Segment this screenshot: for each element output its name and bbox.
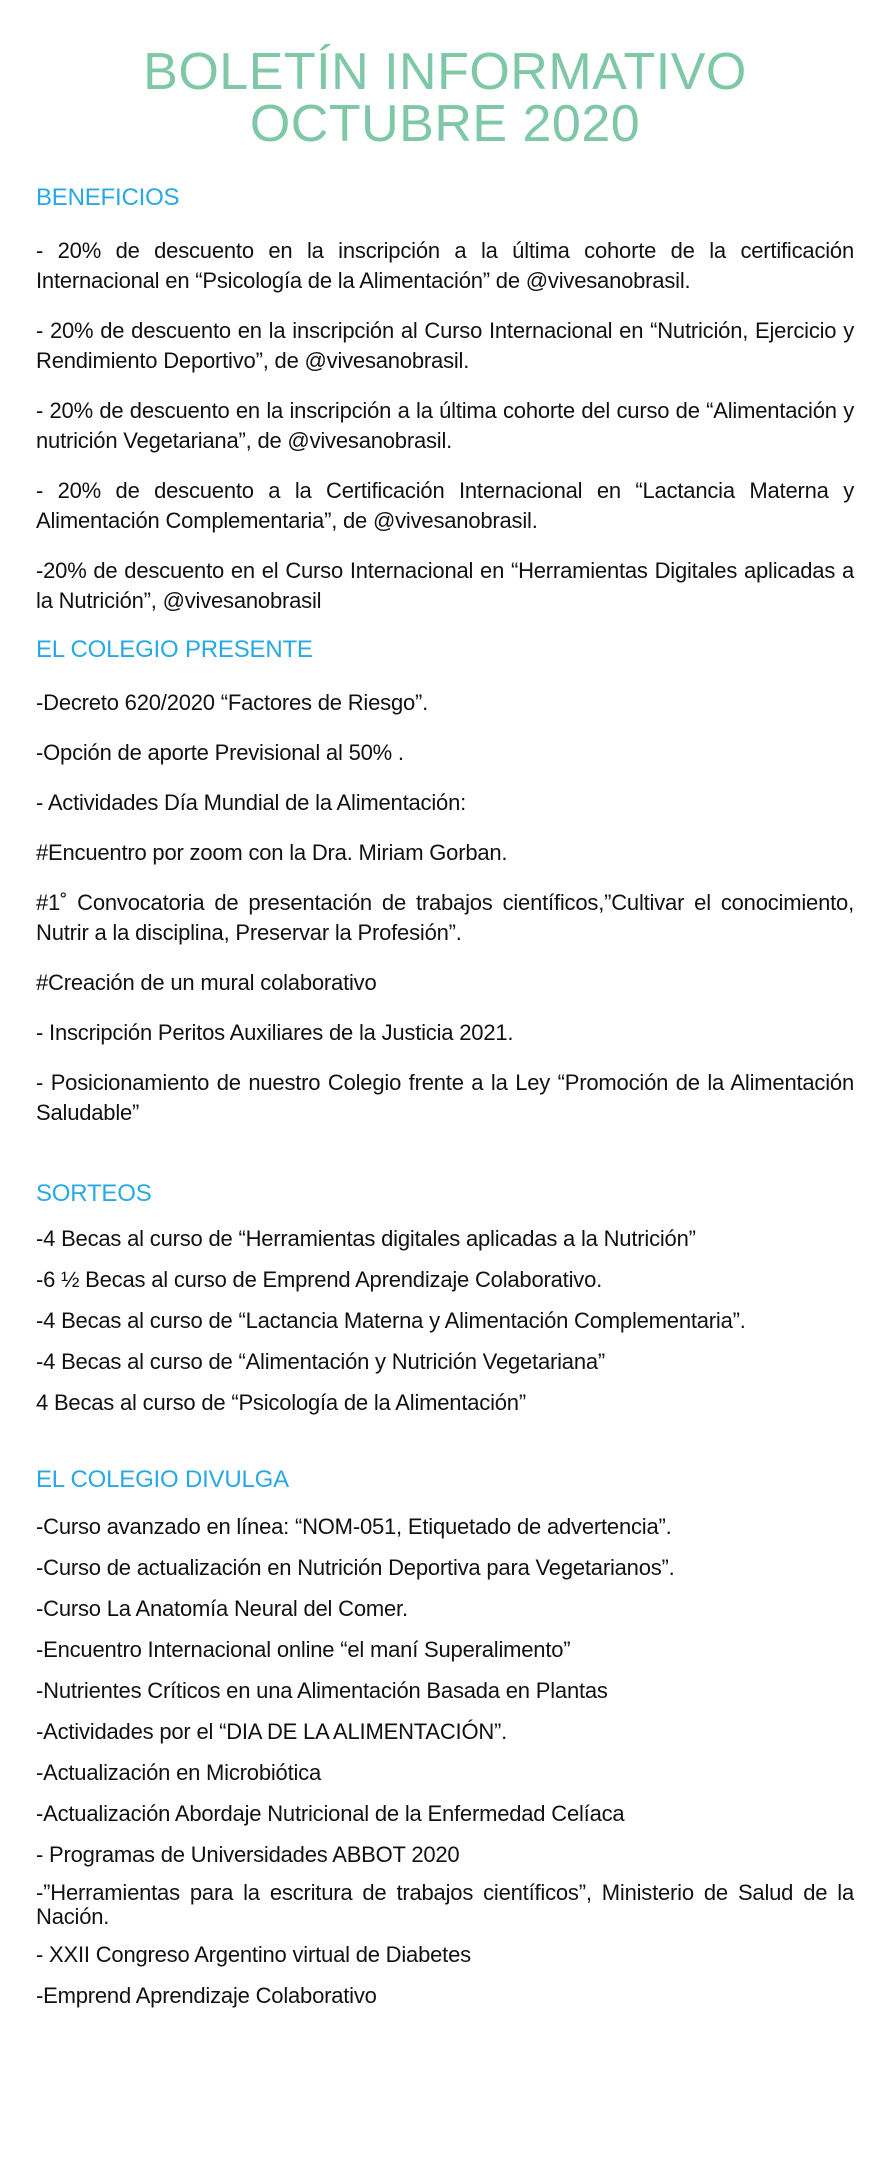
list-item: -Curso de actualización en Nutrición Deportiva para Vegetarianos”.: [36, 1555, 675, 1580]
list-item: - Programas de Universidades ABBOT 2020: [36, 1842, 460, 1867]
list-item: - 20% de descuento en la inscripción a la última cohorte del curso de “Alimentación y nutrición Vegetariana”, de @vivesanobrasil.: [36, 398, 854, 453]
section-header-el-colegio-presente: EL COLEGIO PRESENTE: [36, 636, 313, 663]
section-header-el-colegio-divulga: EL COLEGIO DIVULGA: [36, 1466, 289, 1493]
list-item: -Actualización en Microbiótica: [36, 1760, 322, 1785]
section-sorteos: [36, 1180, 854, 1418]
list-item: #Encuentro por zoom con la Dra. Miriam Gorban.: [36, 840, 508, 865]
list-item: -6 ½ Becas al curso de Emprend Aprendizaje Colaborativo.: [36, 1267, 603, 1292]
list-item: - XXII Congreso Argentino virtual de Diabetes: [36, 1942, 471, 1967]
section-el-colegio-divulga: [36, 1466, 854, 2011]
list-item: -Nutrientes Críticos en una Alimentación Basada en Plantas: [36, 1678, 608, 1703]
list-item: - 20% de descuento en la inscripción a la última cohorte de la certificación Internacional en “Psicología de la Alimentación” de @vivesanobrasil.: [36, 238, 854, 293]
list-item: -4 Becas al curso de “Alimentación y Nutrición Vegetariana”: [36, 1349, 606, 1374]
section-beneficios: [36, 184, 854, 616]
section-el-colegio-presente: [36, 636, 854, 1128]
newsletter-title: [46, 43, 844, 153]
list-item: - Actividades Día Mundial de la Alimentación:: [36, 790, 467, 815]
list-item: -Encuentro Internacional online “el maní Superalimento”: [36, 1637, 571, 1662]
list-item: - Posicionamiento de nuestro Colegio frente a la Ley “Promoción de la Alimentación Saludable”: [36, 1070, 854, 1125]
list-item: 4 Becas al curso de “Psicología de la Alimentación”: [36, 1390, 526, 1415]
list-item: -20% de descuento en el Curso Internacional en “Herramientas Digitales aplicadas a la Nutrición”, @vivesanobrasil: [36, 558, 854, 613]
newsletter-title-line2: OCTUBRE 2020: [249, 95, 641, 153]
list-item: -Curso avanzado en línea: “NOM-051, Etiquetado de advertencia”.: [36, 1514, 672, 1539]
list-item: -Curso La Anatomía Neural del Comer.: [36, 1596, 408, 1621]
list-item: -Emprend Aprendizaje Colaborativo: [36, 1983, 377, 2008]
list-item: - 20% de descuento a la Certificación Internacional en “Lactancia Materna y Alimentación Complementaria”, de @vivesanobrasil.: [36, 478, 854, 533]
list-item: - Inscripción Peritos Auxiliares de la Justicia 2021.: [36, 1020, 514, 1045]
list-item: -Actualización Abordaje Nutricional de la Enfermedad Celíaca: [36, 1801, 625, 1826]
list-item: #Creación de un mural colaborativo: [36, 970, 377, 995]
list-item: -Opción de aporte Previsional al 50% .: [36, 740, 404, 765]
list-item: #1˚ Convocatoria de presentación de trabajos científicos,”Cultivar el conocimiento, Nutrir a la disciplina, Preservar la Profesión”.: [36, 890, 854, 945]
section-header-sorteos: SORTEOS: [36, 1180, 152, 1207]
newsletter-page: [0, 43, 890, 2011]
section-header-beneficios: BENEFICIOS: [36, 184, 180, 211]
list-item: - 20% de descuento en la inscripción al Curso Internacional en “Nutrición, Ejercicio y Rendimiento Deportivo”, de @vivesanobrasil.: [36, 318, 854, 373]
list-item: -4 Becas al curso de “Herramientas digitales aplicadas a la Nutrición”: [36, 1226, 696, 1251]
list-item: -”Herramientas para la escritura de trabajos científicos”, Ministerio de Salud de la Nación.: [36, 1880, 854, 1929]
list-item: -Actividades por el “DIA DE LA ALIMENTACIÓN”.: [36, 1719, 508, 1744]
list-item: -Decreto 620/2020 “Factores de Riesgo”.: [36, 690, 429, 715]
list-item: -4 Becas al curso de “Lactancia Materna y Alimentación Complementaria”.: [36, 1308, 746, 1333]
newsletter-title-line1: BOLETÍN INFORMATIVO: [143, 43, 747, 101]
